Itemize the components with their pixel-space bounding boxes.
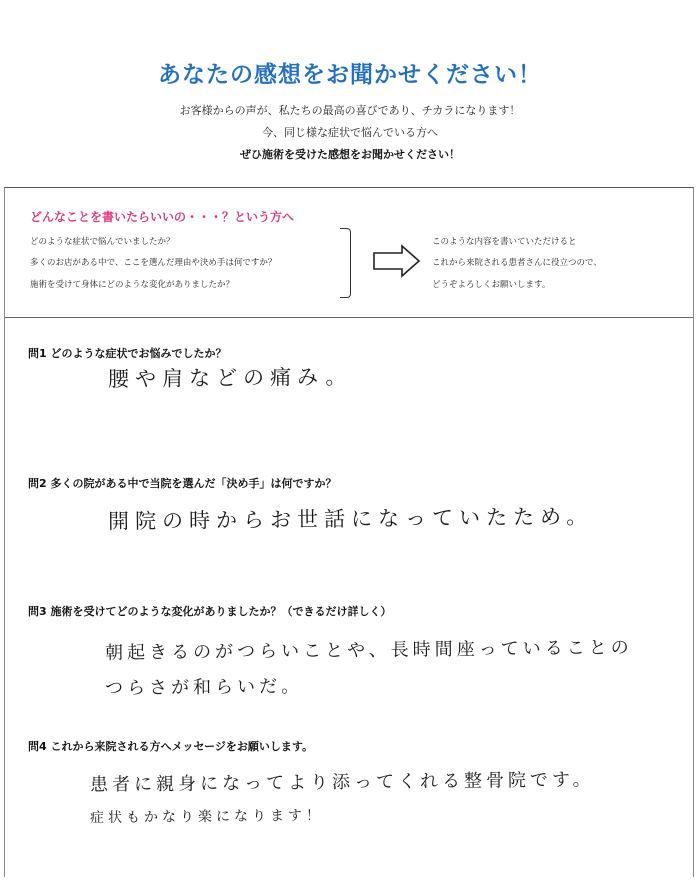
guide-result-3: どうぞよろしくお願いします。 xyxy=(432,280,551,290)
answer-4-line-2: 症状もかなり楽になります！ xyxy=(89,807,325,827)
answer-4-line-1: 患者に親身になってより添ってくれる整骨院です。 xyxy=(89,769,595,796)
section-divider xyxy=(5,317,693,318)
question-3-label: 問3 施術を受けてどのような変化がありましたか？（できるだけ詳しく） xyxy=(28,605,392,618)
guide-question-2: 多くのお店がある中で、ここを選んだ理由や決め手は何ですか？ xyxy=(30,258,277,268)
guide-bracket xyxy=(340,228,351,298)
guide-question-1: どのような症状で悩んでいましたか？ xyxy=(30,237,175,247)
guide-heading: どんなことを書いたらいいの・・・？という方へ xyxy=(30,210,295,224)
answer-3-line-2: つらさが和らいだ。 xyxy=(104,675,304,700)
guide-question-3: 施術を受けて身体にどのような変化がありましたか？ xyxy=(30,280,235,290)
page-title: あなたの感想をお聞かせください！ xyxy=(158,62,542,88)
question-4-label: 問4 これから来院される方へメッセージをお願いします。 xyxy=(28,740,313,753)
guide-result-1: このような内容を書いていただけると xyxy=(432,237,577,247)
question-1-label: 問1 どのような症状でお悩みでしたか？ xyxy=(28,347,227,360)
answer-1-line-1: 腰や肩などの痛み。 xyxy=(107,364,353,392)
guide-result-2: これから来院される患者さんに役立つので、 xyxy=(432,258,602,268)
intro-line-2: 今、同じ様な症状で悩んでいる方へ xyxy=(262,126,438,139)
intro-line-1: お客様からの声が、私たちの最高の喜びであり、チカラになります！ xyxy=(179,104,521,117)
question-2-label: 問2 多くの院がある中で当院を選んだ「決め手」は何ですか？ xyxy=(28,477,337,490)
intro-line-3: ぜひ施術を受けた感想をお聞かせください！ xyxy=(240,148,460,161)
answer-2-line-1: 開院の時からお世話になっていたため。 xyxy=(107,504,594,534)
answer-3-line-1: 朝起きるのがつらいことや、長時間座っていることの xyxy=(104,637,633,664)
right-arrow-icon xyxy=(372,244,422,278)
